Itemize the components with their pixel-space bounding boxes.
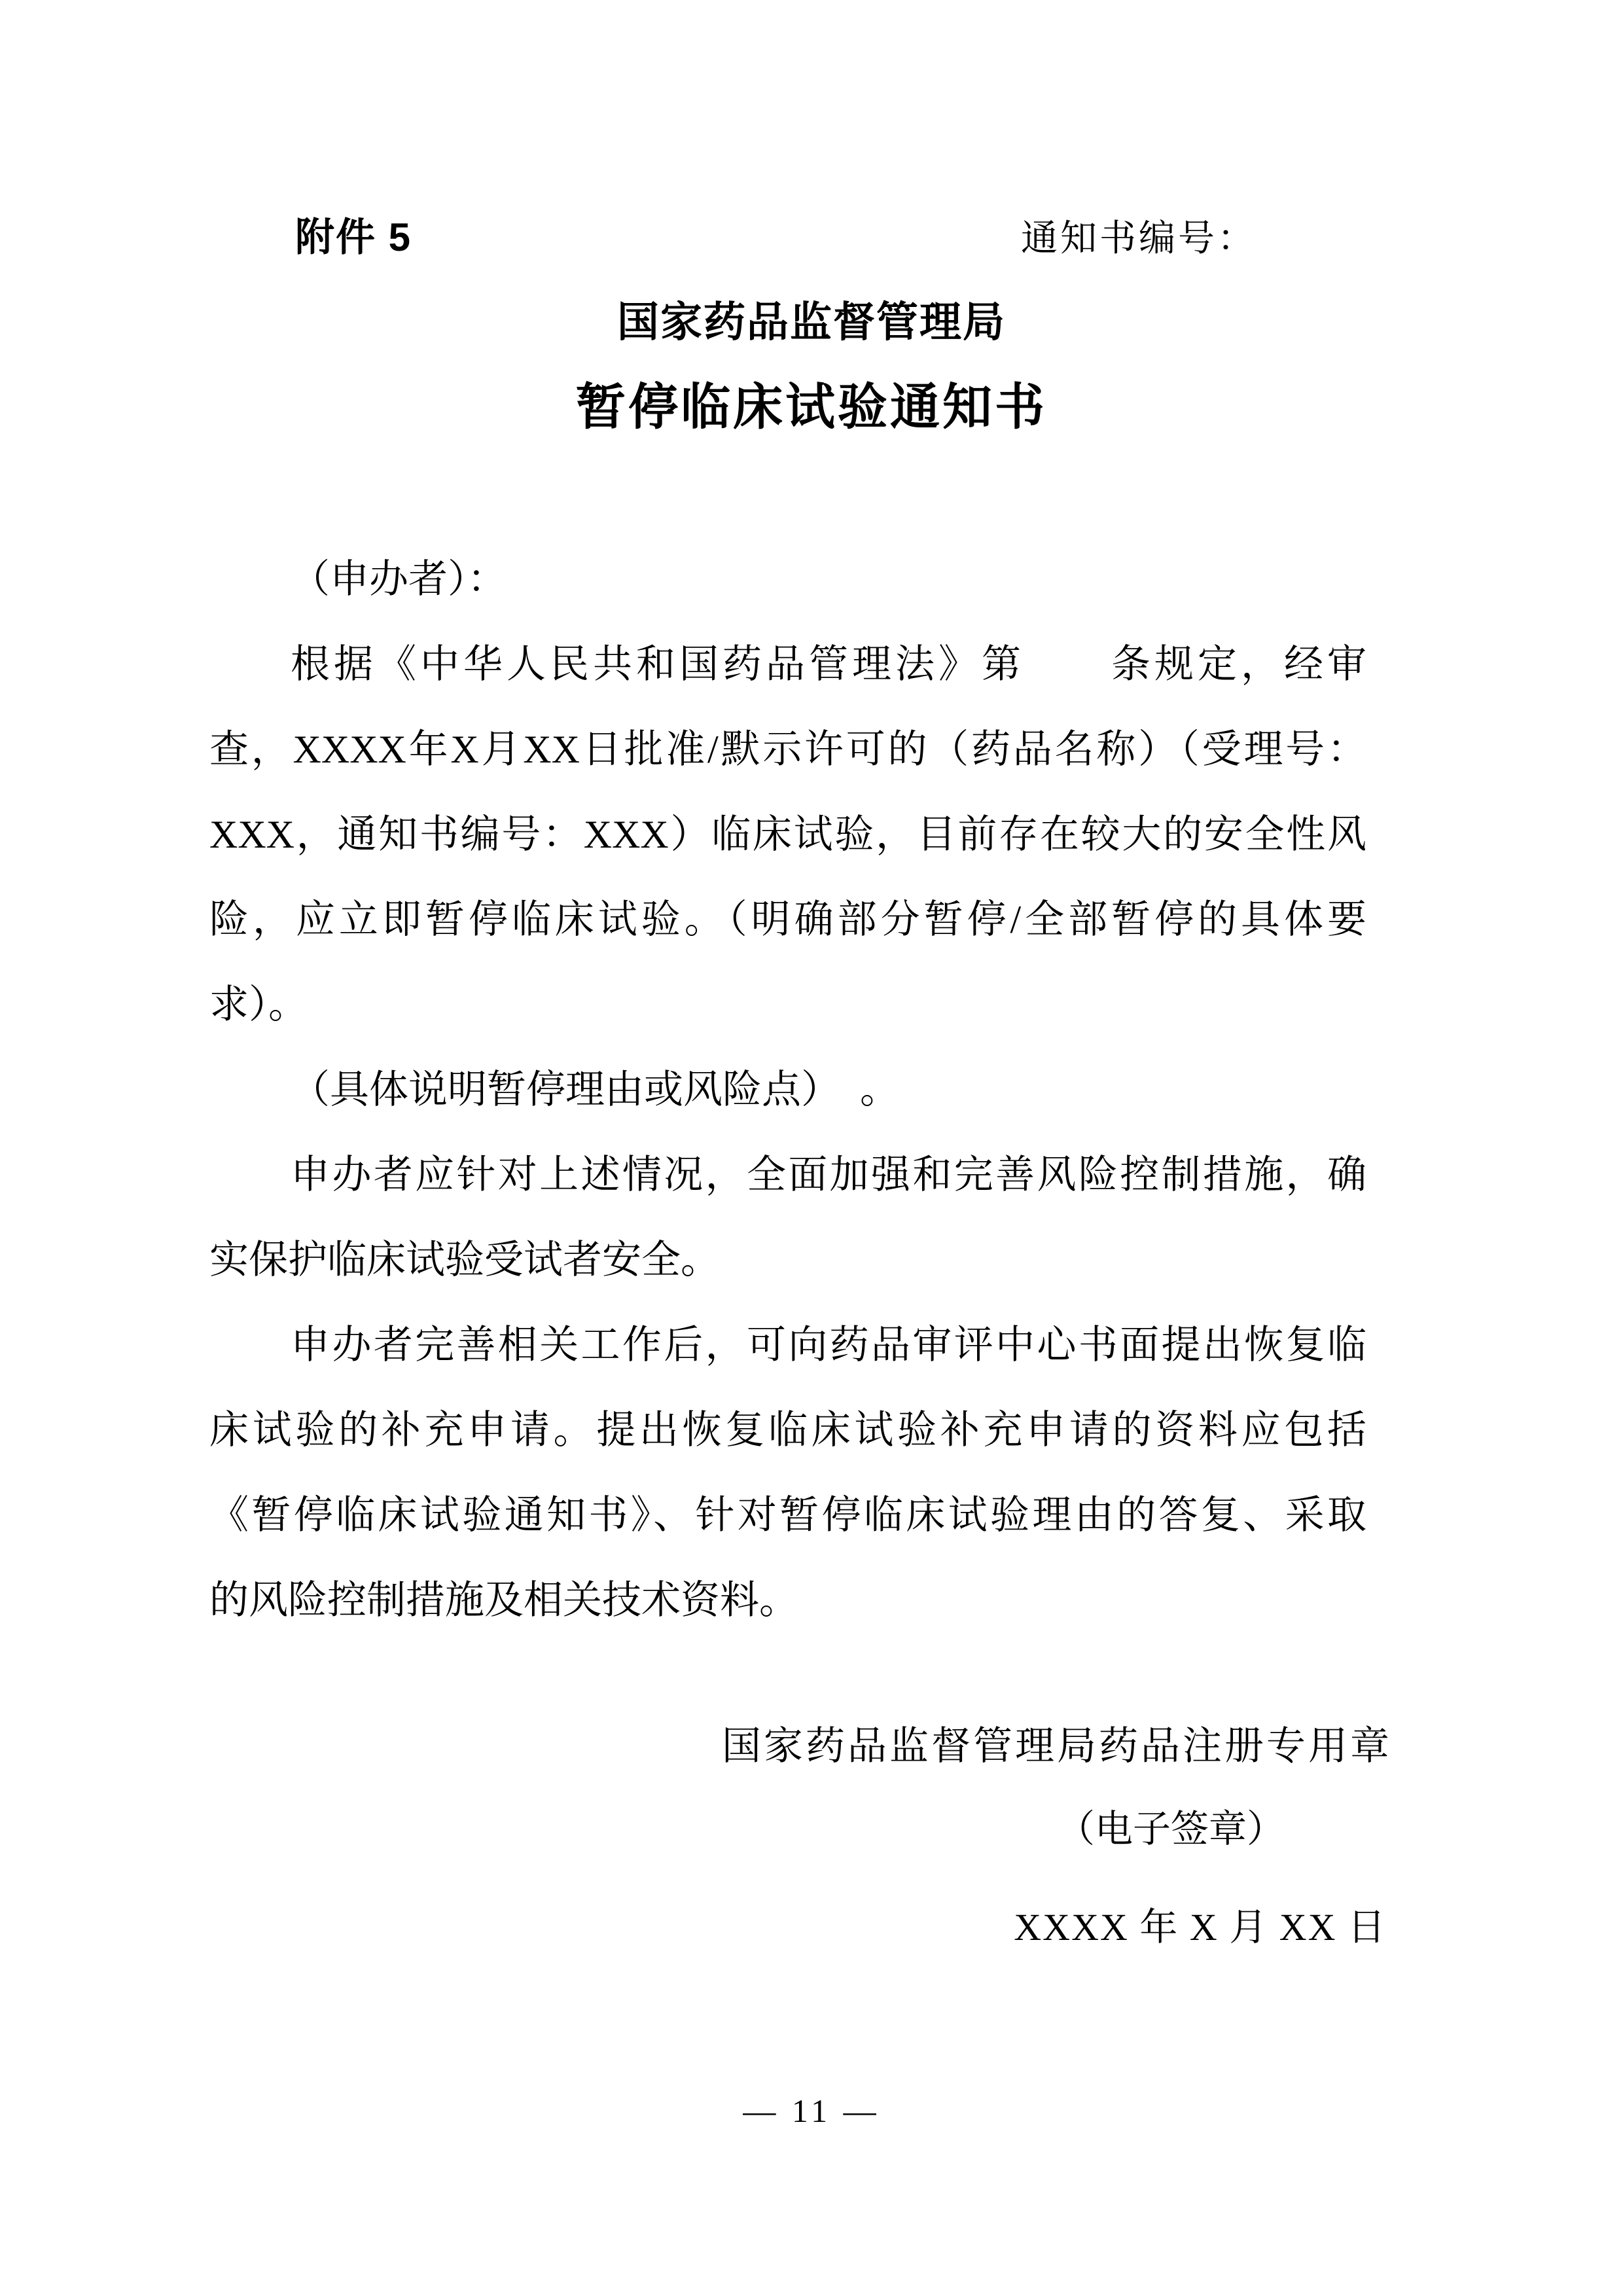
body-text-block <box>209 537 1366 1643</box>
signature-date-line: XXXX 年 X 月 XX 日 <box>1014 1906 1387 1948</box>
body-line: 查，XXXX年X月XX日批准/默示许可的（药品名称）（受理号： <box>209 728 1366 771</box>
page-number: — 11 — <box>743 2092 880 2129</box>
attachment-label: 附件 5 <box>295 215 412 259</box>
body-line: 根据《中华人民共和国药品管理法》第 条规定，经审 <box>291 643 1366 686</box>
body-line: XXX，通知书编号：XXX）临床试验，目前存在较大的安全性风 <box>209 813 1366 856</box>
body-line: （具体说明暂停理由或风险点） 。 <box>291 1068 899 1111</box>
body-line: 求）。 <box>209 983 308 1026</box>
doc-title: 暂停临床试验通知书 <box>576 380 1047 435</box>
body-line: 申办者应针对上述情况，全面加强和完善风险控制措施，确 <box>291 1153 1366 1196</box>
org-title: 国家药品监督管理局 <box>617 298 1006 346</box>
body-line: 实保护临床试验受试者安全。 <box>209 1238 720 1282</box>
signature-seal-line: 国家药品监督管理局药品注册专用章 <box>722 1725 1392 1768</box>
body-line: 《暂停临床试验通知书》、针对暂停临床试验理由的答复、采取 <box>209 1494 1366 1537</box>
body-line: 申办者完善相关工作后，可向药品审评中心书面提出恢复临 <box>291 1323 1366 1367</box>
body-line: 床试验的补充申请。提出恢复临床试验补充申请的资料应包括 <box>209 1408 1366 1452</box>
body-line: 险，应立即暂停临床试验。（明确部分暂停/全部暂停的具体要 <box>209 898 1366 941</box>
body-line: （申办者）： <box>291 558 507 601</box>
notice-number-label: 通知书编号： <box>1021 219 1257 259</box>
signature-esign-line: （电子签章） <box>1056 1808 1285 1850</box>
body-line: 的风险控制措施及相关技术资料。 <box>209 1579 798 1622</box>
